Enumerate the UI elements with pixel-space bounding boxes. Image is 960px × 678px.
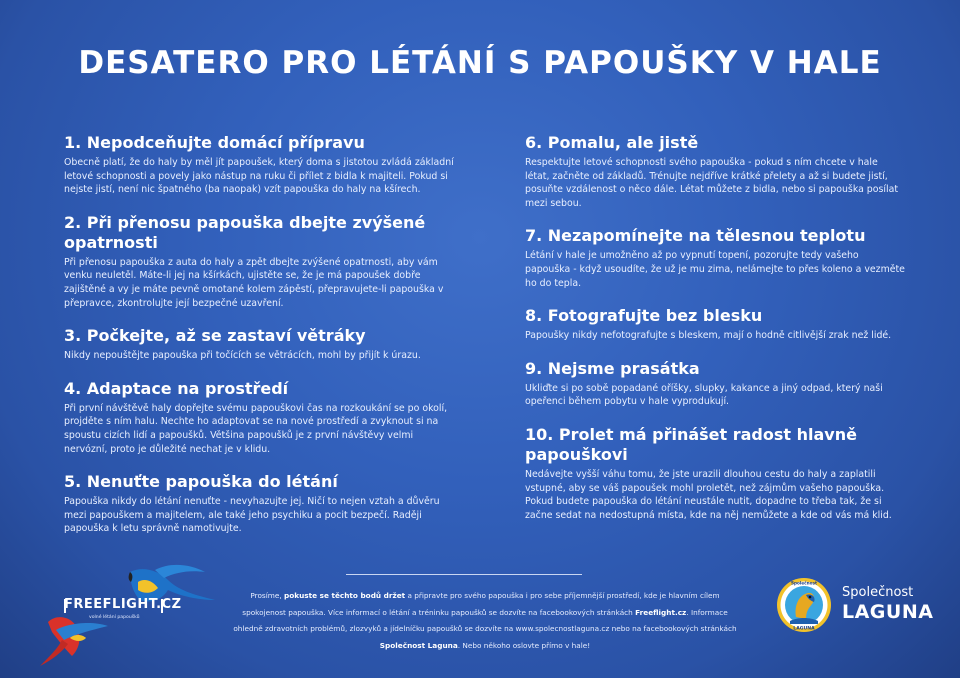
footer-divider xyxy=(346,574,582,575)
freeflight-tagline: volné létání papoušků xyxy=(89,615,140,620)
laguna-badge-bottom-text: LAGUNA xyxy=(793,626,815,632)
rule-item xyxy=(525,133,905,210)
rule-body: Nikdy nepouštějte papouška při točících se větrácích, mohl by přijít k úrazu. xyxy=(64,350,421,362)
rule-heading: 6. Pomalu, ale jistě xyxy=(525,133,699,152)
page-title: DESATERO PRO LÉTÁNÍ S PAPOUŠKY V HALE xyxy=(78,45,882,81)
rule-heading: 10. Prolet má přinášet radost hlavně papouškovi xyxy=(525,424,857,464)
rule-body: Papouška nikdy do létání nenuťte - nevyhazujte jej. Ničí to nejen vztah a důvěru mezi papouškem a majitelem, ale také jeho psychiku a pocit bezpečí. Raději papouška k letu správně namotivujte. xyxy=(64,496,440,535)
footer-note xyxy=(230,588,740,654)
footer-text-part: . Nebo někoho oslovte přímo v hale! xyxy=(457,640,591,650)
footer-emphasis: pokuste se těchto bodů držet xyxy=(284,591,406,600)
rule-heading: 4. Adaptace na prostředí xyxy=(64,378,289,398)
footer-text-part: . Informace ohledně zdravotních problémů, zlozvyků a jídelníčku papoušků se dozvíte na www.spolecnostlaguna.cz nebo na facebookových stránkách xyxy=(233,607,737,633)
footer-text-part: Prosíme, xyxy=(250,591,285,600)
rule-body: Při první návštěvě haly dopřejte svému papouškovi čas na rozkoukání se po okolí, projděte s ním halu. Nechte ho adaptovat se na nové prostředí a zvyknout si na spoustu cizích lidí a papoušků. Většina papoušků je z první návštěvy velmi nervózní, proto je důležité nechat je v klidu. xyxy=(64,402,448,455)
rule-item xyxy=(525,425,905,522)
rule-heading: 8. Fotografujte bez blesku xyxy=(525,306,763,326)
rule-body: Obecně platí, že do haly by měl jít papoušek, který doma s jistotou zvládá základní letové schopnosti a povely jako nástup na ruku či přílet z bidla k majiteli. Pokud si nejste jistí, není nic špatného (ba naopak) vzít papouška do haly na kšírech. xyxy=(64,157,454,196)
laguna-link[interactable]: Společnost Laguna xyxy=(379,640,458,650)
rule-body: Papoušky nikdy nefotografujte s bleskem, mají o hodně citlivější zrak než lidé. xyxy=(525,330,892,342)
freeflight-logo-text: FREEFLIGHT.CZ xyxy=(64,597,182,612)
rules-column-left xyxy=(64,133,459,552)
footer-text-part: a připravte pro svého papouška i pro sebe příjemnější prostředí, kde je hlavním cílem spokojenost papouška. Více informací o létání a tréninku papoušků se dozvíte na facebookových stránkách xyxy=(242,591,720,617)
rule-item xyxy=(525,226,905,290)
rule-heading: 5. Nenuťte papouška do létání xyxy=(64,472,338,492)
laguna-badge-icon xyxy=(776,577,832,633)
freeflight-link[interactable]: Freeflight.cz xyxy=(635,607,687,617)
rule-body: Při přenosu papouška z auta do haly a zpět dbejte zvýšené opatrnosti, aby vám venku neuletěl. Máte-li jej na kšírkách, ujistěte se, že je má papoušek dobře zajištěné a vy je máte pevně omotané kolem zápěstí, přepravujete-li papouška v přepravce, zkontrolujte její bezpečné uzavření. xyxy=(64,256,444,309)
rule-item xyxy=(64,213,459,310)
rules-column-right xyxy=(525,133,905,538)
rule-body: Létání v hale je umožněno až po vypnutí topení, pozorujte tedy vašeho papouška - když usoudíte, že už je mu zima, nelámejte to přes koleno a vezměte ho do tepla. xyxy=(525,250,905,289)
macaw-red-icon xyxy=(40,617,108,666)
rule-item xyxy=(64,379,459,456)
rule-item xyxy=(525,359,905,409)
laguna-badge-top-text: Společnost xyxy=(790,580,818,586)
rule-body: Respektujte letové schopnosti svého papouška - pokud s ním chcete v hale létat, začněte od základů. Trénujte nejdříve krátké přelety a až si budete jistí, posuňte vzdálenost o něco dále. Létat můžete z bidla, nebo si papouška posílat mezi sebou. xyxy=(525,157,899,209)
rule-heading: 7. Nezapomínejte na tělesnou teplotu xyxy=(525,226,866,246)
laguna-name-line2: LAGUNA xyxy=(842,601,934,623)
rule-item xyxy=(525,306,905,343)
rule-heading: 1. Nepodceňujte domácí přípravu xyxy=(64,133,365,152)
rule-item xyxy=(64,472,459,536)
rule-heading: 3. Počkejte, až se zastaví větráky xyxy=(64,326,366,346)
rule-body: Nedávejte vyšší váhu tomu, že jste urazili dlouhou cestu do haly a zaplatili vstupné, aby se váš papoušek mohl proletět, než zájmům vašeho papouška. Pokud budete papouška do létání neustále nutit, dopadne to třeba tak, že si začne sedat na nedostupná místa, kde na něj nemůžete a kde od vás má klid. xyxy=(525,468,892,521)
rule-heading: 9. Nejsme prasátka xyxy=(525,358,700,378)
rule-body: Ukliďte si po sobě popadané oříšky, slupky, kakance a jiný odpad, který naši opeřenci během pobytu v hale vyprodukují. xyxy=(525,382,883,408)
rule-item xyxy=(64,326,459,363)
rule-heading: 2. Při přenosu papouška dbejte zvýšené opatrnosti xyxy=(64,212,426,252)
laguna-name-line1: Společnost xyxy=(842,585,914,600)
rule-item xyxy=(64,133,459,197)
